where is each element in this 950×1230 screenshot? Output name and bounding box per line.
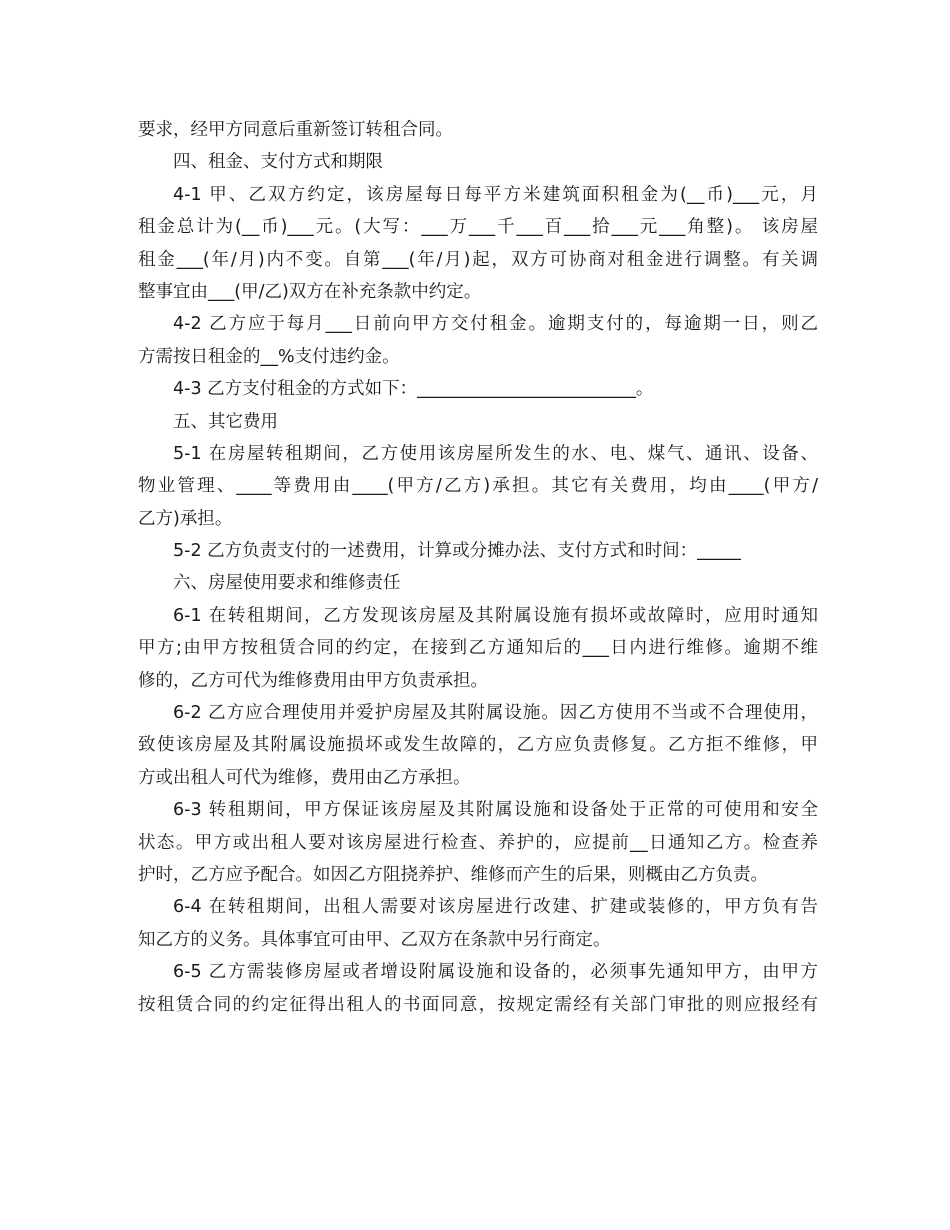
- document-page: [138, 114, 818, 1021]
- text-line: 6-5 乙方需装修房屋或者增设附属设施和设备的，必须事先通知甲方，由甲方: [173, 962, 818, 983]
- text-line: 6-1 在转租期间，乙方发现该房屋及其附属设施有损坏或故障时，应用时通知: [173, 605, 818, 626]
- text-line: 知乙方的义务。具体事宜可由甲、乙双方在条款中另行商定。: [138, 929, 611, 950]
- text-line: 整事宜由___(甲/乙)双方在补充条款中约定。: [138, 281, 482, 302]
- text-line: 4-1 甲、乙双方约定，该房屋每日每平方米建筑面积租金为(__币)___元，月: [173, 184, 818, 205]
- text-line: 护时，乙方应予配合。如因乙方阻挠养护、维修而产生的后果，则概由乙方负责。: [138, 864, 768, 885]
- text-line: 要求，经甲方同意后重新签订转租合同。: [138, 120, 453, 140]
- text-line: 租金___(年/月)内不变。自第___(年/月)起，双方可协商对租金进行调整。有关调: [138, 249, 818, 270]
- text-line: 致使该房屋及其附属设施损坏或发生故障的，乙方应负责修复。乙方拒不维修，甲: [138, 735, 818, 756]
- text-line: 4-2 乙方应于每月___日前向甲方交付租金。逾期支付的，每逾期一日，则乙: [173, 314, 818, 335]
- text-line: 按租赁合同的约定征得出租人的书面同意，按规定需经有关部门审批的则应报经有: [138, 994, 818, 1015]
- text-line: 6-4 在转租期间，出租人需要对该房屋进行改建、扩建或装修的，甲方负有告: [173, 897, 818, 918]
- text-line: 4-3 乙方支付租金的方式如下：_________________________。: [173, 379, 654, 400]
- text-line: 四、租金、支付方式和期限: [173, 152, 383, 173]
- text-line: 方或出租人可代为维修，费用由乙方承担。: [138, 767, 471, 788]
- text-line: 修的，乙方可代为维修费用由甲方负责承担。: [138, 670, 488, 691]
- text-line: 甲方;由甲方按租赁合同的约定，在接到乙方通知后的___日内进行维修。逾期不维: [138, 638, 818, 659]
- text-line: 物业管理、____等费用由____(甲方/乙方)承担。其它有关费用，均由____(甲方/: [138, 476, 818, 497]
- text-line: 租金总计为(__币)___元。(大写：___万___千___百___拾___元___角整)。 该房屋: [138, 217, 818, 238]
- text-line: 方需按日租金的__%支付违约金。: [138, 346, 400, 367]
- text-line: 6-3 转租期间，甲方保证该房屋及其附属设施和设备处于正常的可使用和安全: [173, 800, 818, 821]
- text-line: 6-2 乙方应合理使用并爱护房屋及其附属设施。因乙方使用不当或不合理使用，: [173, 703, 818, 724]
- text-line: 状态。甲方或出租人要对该房屋进行检查、养护的，应提前__日通知乙方。检查养: [138, 832, 818, 853]
- text-line: 六、房屋使用要求和维修责任: [173, 573, 401, 594]
- text-line: 五、其它费用: [173, 411, 278, 432]
- text-line: 乙方)承担。: [138, 508, 233, 529]
- text-line: 5-1 在房屋转租期间，乙方使用该房屋所发生的水、电、煤气、通讯、设备、: [173, 443, 818, 464]
- text-line: 5-2 乙方负责支付的一述费用，计算或分摊办法、支付方式和时间：_____: [173, 541, 741, 562]
